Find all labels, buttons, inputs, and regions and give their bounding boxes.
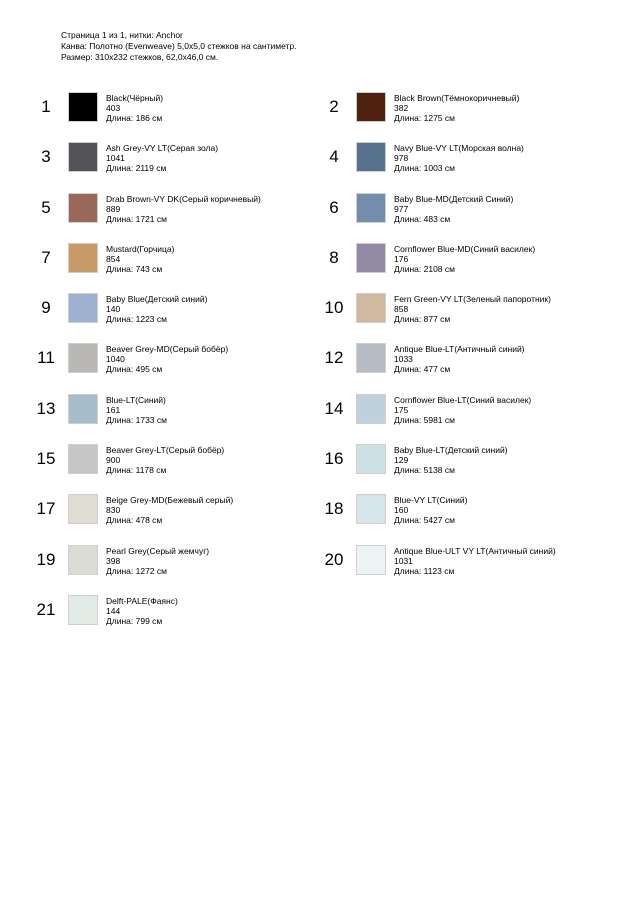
thread-number: 8 — [329, 247, 339, 267]
thread-number: 21 — [36, 599, 56, 619]
thread-length: Длина: 1223 см — [106, 314, 167, 325]
legend-row — [0, 293, 636, 343]
legend-row — [0, 92, 636, 142]
thread-length: Длина: 483 см — [394, 213, 451, 224]
thread-code: 889 — [106, 203, 121, 214]
thread-number: 10 — [324, 298, 344, 318]
thread-info — [106, 244, 174, 274]
thread-name: Cornflower Blue-LT(Синий василек) — [394, 394, 532, 405]
thread-name: Baby Blue(Детский синий) — [106, 294, 208, 305]
legend-row — [0, 343, 636, 393]
thread-info — [106, 445, 224, 475]
legend-row — [0, 142, 636, 192]
thread-name: Beaver Grey-LT(Серый бобёр) — [106, 445, 225, 456]
thread-info — [106, 194, 261, 224]
thread-number: 16 — [324, 449, 344, 469]
thread-name: Blue-VY LT(Синий) — [394, 495, 468, 506]
thread-number: 11 — [37, 348, 55, 368]
thread-code: 977 — [394, 203, 409, 214]
thread-number: 19 — [36, 549, 56, 569]
thread-number: 6 — [329, 197, 339, 217]
thread-code: 858 — [394, 304, 409, 315]
thread-name: Baby Blue-LT(Детский синий) — [394, 445, 508, 456]
pattern-header — [61, 30, 297, 63]
size-info: Размер: 310x232 стежков, 62,0x46,0 см. — [61, 52, 219, 62]
thread-code: 129 — [394, 455, 409, 466]
thread-number: 15 — [36, 449, 56, 469]
thread-code: 1041 — [106, 153, 125, 164]
thread-code: 175 — [394, 404, 409, 415]
thread-length: Длина: 2119 см — [106, 163, 167, 174]
thread-info — [106, 395, 167, 425]
thread-length: Длина: 1178 см — [106, 465, 167, 476]
thread-length: Длина: 1123 см — [394, 565, 455, 576]
thread-length: Длина: 1721 см — [106, 213, 167, 224]
color-swatch — [68, 545, 98, 575]
thread-info — [394, 344, 525, 374]
thread-length: Длина: 478 см — [106, 515, 163, 526]
legend-row — [0, 193, 636, 243]
thread-code: 830 — [106, 505, 121, 516]
color-swatch — [356, 343, 386, 373]
thread-code: 382 — [394, 103, 409, 113]
thread-length: Длина: 743 см — [106, 263, 163, 274]
color-swatch — [68, 92, 98, 122]
thread-number: 3 — [41, 147, 51, 167]
thread-name: Baby Blue-MD(Детский Синий) — [394, 193, 514, 204]
thread-number: 12 — [324, 348, 344, 368]
thread-info — [394, 93, 519, 123]
color-swatch — [356, 494, 386, 524]
thread-info — [394, 395, 531, 425]
canvas-info: Канва: Полотно (Evenweave) 5,0x5,0 стежков на сантиметр. — [61, 41, 297, 51]
thread-info — [106, 143, 218, 173]
legend-row — [0, 545, 636, 595]
color-swatch — [68, 444, 98, 474]
legend-row — [0, 243, 636, 293]
thread-code: 398 — [106, 555, 121, 566]
thread-name: Beige Grey-MD(Бежевый серый) — [106, 495, 234, 506]
thread-code: 1031 — [394, 555, 413, 566]
thread-info — [394, 244, 535, 274]
thread-code: 160 — [394, 505, 409, 516]
thread-name: Drab Brown-VY DK(Серый коричневый) — [106, 193, 261, 204]
color-swatch — [68, 193, 98, 223]
thread-name: Fern Green-VY LT(Зеленый папоротник) — [394, 294, 551, 305]
thread-info — [394, 445, 508, 475]
thread-length: Длина: 186 см — [106, 113, 163, 123]
thread-info — [106, 596, 178, 626]
thread-code: 900 — [106, 455, 121, 466]
thread-length: Длина: 2108 см — [394, 263, 455, 274]
color-swatch — [68, 494, 98, 524]
thread-length: Длина: 495 см — [106, 364, 163, 375]
thread-code: 144 — [106, 605, 121, 616]
legend-row — [0, 444, 636, 494]
thread-length: Длина: 1275 см — [394, 113, 455, 123]
thread-name: Cornflower Blue-MD(Синий василек) — [394, 243, 536, 254]
thread-code: 140 — [106, 304, 121, 315]
thread-info — [394, 546, 556, 576]
thread-name: Black Brown(Тёмнокоричневый) — [394, 93, 520, 103]
thread-length: Длина: 5981 см — [394, 414, 455, 425]
thread-info — [394, 294, 551, 324]
color-swatch — [68, 243, 98, 273]
thread-length: Длина: 5138 см — [394, 465, 455, 476]
thread-code: 1040 — [106, 354, 125, 365]
color-swatch — [356, 193, 386, 223]
thread-name: Beaver Grey-MD(Серый бобёр) — [106, 344, 229, 355]
thread-number: 4 — [329, 147, 339, 167]
color-swatch — [356, 243, 386, 273]
thread-number: 7 — [41, 247, 51, 267]
thread-number: 2 — [329, 97, 339, 116]
thread-number: 5 — [41, 197, 51, 217]
thread-info — [106, 294, 207, 324]
thread-number: 18 — [324, 499, 344, 519]
thread-length: Длина: 1272 см — [106, 565, 167, 576]
thread-number: 20 — [324, 549, 344, 569]
thread-name: Delft-PALE(Фаянс) — [106, 595, 178, 606]
legend-row — [0, 494, 636, 544]
thread-code: 978 — [394, 153, 409, 164]
color-swatch — [356, 545, 386, 575]
thread-info — [106, 495, 233, 525]
thread-length: Длина: 5427 см — [394, 515, 455, 526]
color-swatch — [356, 293, 386, 323]
thread-info — [394, 194, 513, 224]
color-swatch — [68, 595, 98, 625]
color-swatch — [68, 142, 98, 172]
thread-code: 161 — [106, 404, 121, 415]
thread-length: Длина: 799 см — [106, 615, 163, 626]
thread-info — [106, 546, 209, 576]
color-swatch — [356, 394, 386, 424]
thread-number: 9 — [41, 298, 51, 318]
thread-code: 1033 — [394, 354, 413, 365]
thread-info — [394, 143, 524, 173]
thread-code: 854 — [106, 253, 121, 264]
thread-info — [106, 93, 163, 123]
thread-legend — [0, 92, 636, 645]
legend-row — [0, 394, 636, 444]
color-swatch — [68, 293, 98, 323]
color-swatch — [356, 92, 386, 122]
thread-name: Pearl Grey(Серый жемчуг) — [106, 545, 210, 556]
thread-code: 403 — [106, 103, 121, 113]
legend-row — [0, 595, 636, 645]
thread-name: Antique Blue-ULT VY LT(Античный синий) — [394, 545, 556, 556]
thread-length: Длина: 477 см — [394, 364, 451, 375]
thread-name: Ash Grey-VY LT(Серая зола) — [106, 143, 219, 154]
thread-name: Antique Blue-LT(Античный синий) — [394, 344, 525, 355]
thread-code: 176 — [394, 253, 409, 264]
thread-number: 13 — [36, 398, 56, 418]
thread-length: Длина: 877 см — [394, 314, 451, 325]
thread-name: Black(Чёрный) — [106, 93, 164, 103]
color-swatch — [68, 343, 98, 373]
thread-length: Длина: 1003 см — [394, 163, 455, 174]
page-and-thread-info: Страница 1 из 1, нитки: Anchor — [61, 30, 183, 40]
thread-name: Mustard(Горчица) — [106, 243, 175, 254]
color-swatch — [356, 142, 386, 172]
thread-length: Длина: 1733 см — [106, 414, 167, 425]
thread-number: 14 — [324, 398, 344, 418]
thread-number: 17 — [36, 499, 56, 519]
thread-name: Blue-LT(Синий) — [106, 394, 166, 405]
thread-number: 1 — [41, 97, 51, 116]
thread-name: Navy Blue-VY LT(Морская волна) — [394, 143, 524, 154]
thread-info — [106, 344, 228, 374]
color-swatch — [68, 394, 98, 424]
color-swatch — [356, 444, 386, 474]
thread-info — [394, 495, 467, 525]
